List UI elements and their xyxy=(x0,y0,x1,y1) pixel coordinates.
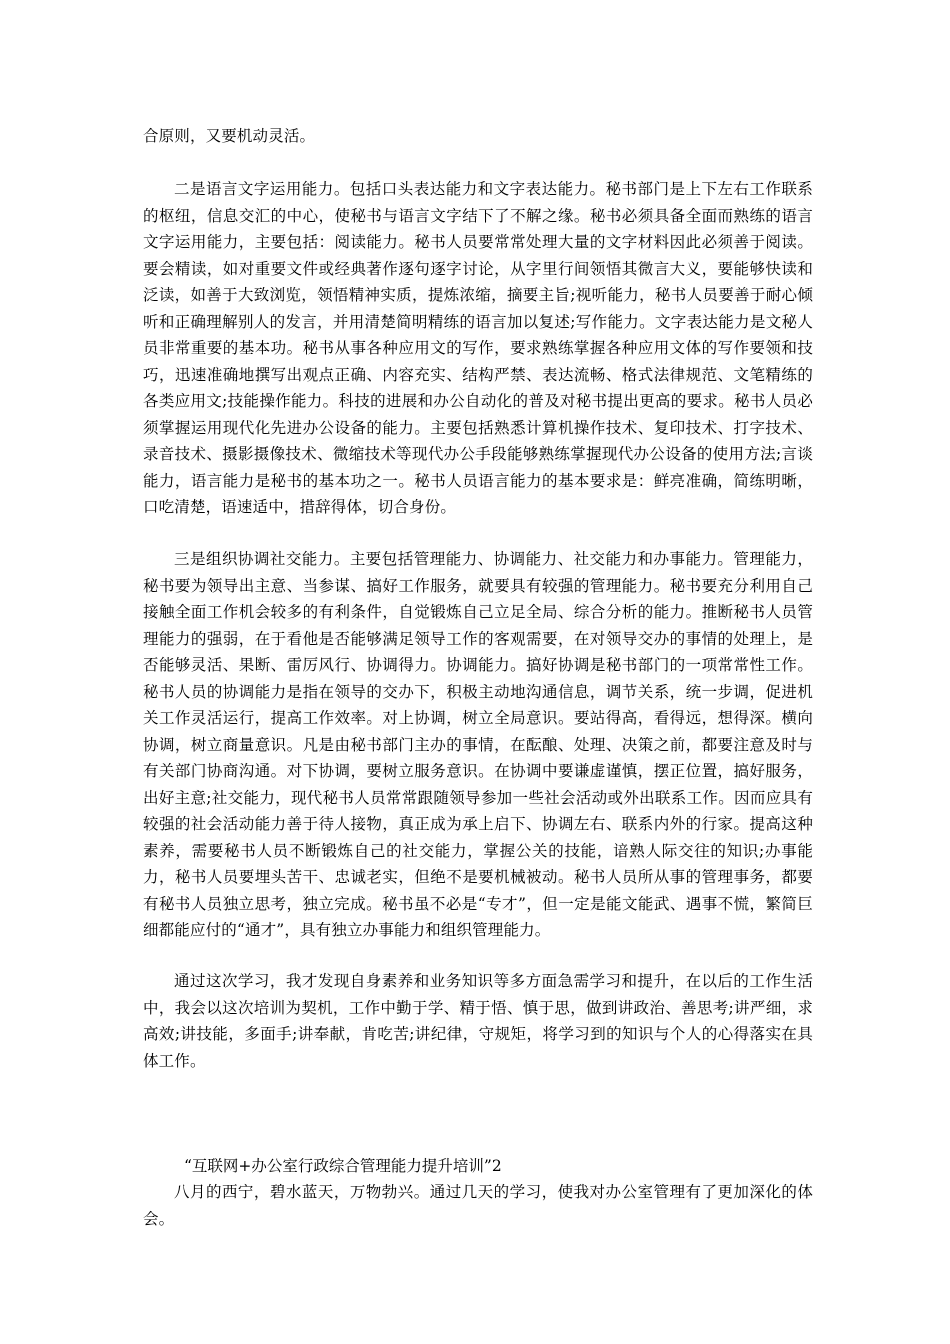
paragraph-coordination-ability: 三是组织协调社交能力。主要包括管理能力、协调能力、社交能力和办事能力。管理能力，秘书要为领导出主意、当参谋、搞好工作服务，就要具有较强的管理能力。秘书要充分利用自己接触全面工作机会较多的有利条件，自觉锻炼自己立足全局、综合分析的能力。推断秘书人员管理能力的强弱，在于看他是否能够满足领导工作的客观需要，在对领导交办的事情的处理上，是否能够灵活、果断、雷厉风行、协调得力。协调能力。搞好协调是秘书部门的一项常常性工作。秘书人员的协调能力是指在领导的交办下，积极主动地沟通信息，调节关系，统一步调，促进机关工作灵活运行，提高工作效率。对上协调，树立全局意识。要站得高，看得远，想得深。横向协调，树立商量意识。凡是由秘书部门主办的事情，在酝酿、处理、决策之前，都要注意及时与有关部门协商沟通。对下协调，要树立服务意识。在协调中要谦虚谨慎，摆正位置，搞好服务，出好主意;社交能力，现代秘书人员常常跟随领导参加一些社会活动或外出联系工作。因而应具有较强的社会活动能力善于待人接物，真正成为承上启下、协调左右、联系内外的行家。提高这种素养，需要秘书人员不断锻炼自己的社交能力，掌握公关的技能，谙熟人际交往的知识;办事能力，秘书人员要埋头苦干、忠诚老实，但绝不是要机械被动。秘书人员所从事的管理事务，都要有秘书人员独立思考，独立完成。秘书虽不必是“专才”，但一定是能文能武、遇事不慌，繁简巨细都能应付的“通才”，具有独立办事能力和组织管理能力。 xyxy=(143,550,813,939)
paragraph-conclusion: 通过这次学习，我才发现自身素养和业务知识等多方面急需学习和提升，在以后的工作生活中，我会以这次培训为契机，工作中勤于学、精于悟、慎于思，做到讲政治、善思考;讲严细，求高效;讲技能，多面手;讲奉献，肯吃苦;讲纪律，守规矩，将学习到的知识与个人的心得落实在具体工作。 xyxy=(143,972,813,1070)
paragraph-closing: 八月的西宁，碧水蓝天，万物勃兴。通过几天的学习，使我对办公室管理有了更加深化的体会。 xyxy=(143,1183,813,1228)
paragraph-continuation: 合原则，又要机动灵活。 xyxy=(143,127,316,145)
section-title: “互联网+办公室行政综合管理能力提升培训”2 xyxy=(184,1157,502,1175)
paragraph-language-ability: 二是语言文字运用能力。包括口头表达能力和文字表达能力。秘书部门是上下左右工作联系的枢纽，信息交汇的中心，使秘书与语言文字结下了不解之缘。秘书必须具备全面而熟练的语言文字运用能力，主要包括：阅读能力。秘书人员要常常处理大量的文字材料因此必须善于阅读。要会精读，如对重要文件或经典著作逐句逐字讨论，从字里行间领悟其微言大义，要能够快读和泛读，如善于大致浏览，领悟精神实质，提炼浓缩，摘要主旨;视听能力，秘书人员要善于耐心倾听和正确理解别人的发言，并用清楚简明精练的语言加以复述;写作能力。文字表达能力是文秘人员非常重要的基本功。秘书从事各种应用文的写作，要求熟练掌握各种应用文体的写作要领和技巧，迅速准确地撰写出观点正确、内容充实、结构严禁、表达流畅、格式法律规范、文笔精练的各类应用文;技能操作能力。科技的进展和办公自动化的普及对秘书提出更高的要求。秘书人员必须掌握运用现代化先进办公设备的能力。主要包括熟悉计算机操作技术、复印技术、打字技术、录音技术、摄影摄像技术、微缩技术等现代办公手段能够熟练掌握现代办公设备的使用方法;言谈能力，语言能力是秘书的基本功之一。秘书人员语言能力的基本要求是：鲜亮准确，简练明晰，口吃清楚，语速适中，措辞得体，切合身份。 xyxy=(143,180,813,516)
